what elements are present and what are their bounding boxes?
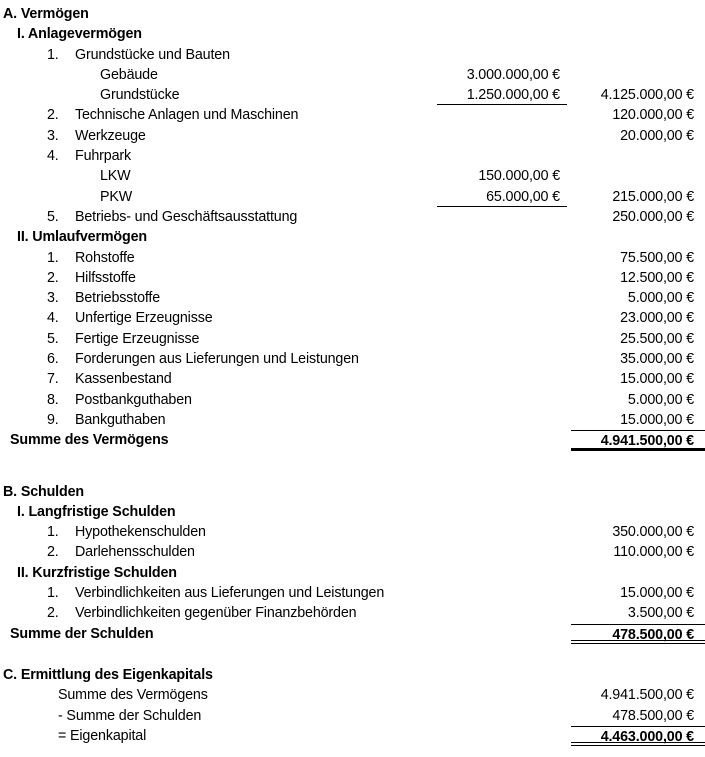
row-label: Forderungen aus Lieferungen und Leistungen bbox=[75, 351, 359, 368]
amount-middle-cell: 150.000,00 € bbox=[478, 168, 560, 185]
row-number: 9. bbox=[47, 411, 59, 428]
row-label: Darlehensschulden bbox=[75, 544, 195, 561]
row-label-cell bbox=[0, 24, 437, 44]
amount-middle-cell bbox=[437, 583, 567, 603]
amount-right-cell: 20.000,00 € bbox=[620, 127, 694, 144]
amount-middle-cell bbox=[437, 308, 567, 328]
amount-right-cell: 478.500,00 € bbox=[571, 624, 705, 644]
row-label: Technische Anlagen und Maschinen bbox=[75, 107, 299, 124]
table-row bbox=[0, 146, 705, 166]
row-label: Hypothekenschulden bbox=[75, 524, 206, 541]
amount-middle-cell bbox=[437, 502, 567, 522]
amount-right-cell bbox=[571, 24, 705, 44]
amount-middle-cell bbox=[437, 248, 567, 268]
amount-right-cell bbox=[571, 482, 705, 502]
row-label: Werkzeuge bbox=[75, 127, 146, 144]
table-row bbox=[0, 685, 705, 705]
row-label-cell bbox=[0, 268, 437, 288]
row-label-cell bbox=[0, 248, 437, 268]
table-row bbox=[0, 542, 705, 562]
amount-right-cell: 5.000,00 € bbox=[627, 391, 694, 408]
table-row bbox=[0, 369, 705, 389]
row-label: Grundstücke und Bauten bbox=[75, 46, 230, 63]
row-label: II. Umlaufvermögen bbox=[17, 229, 147, 246]
amount-middle-cell bbox=[437, 410, 567, 430]
row-label: Betriebs- und Geschäftsausstattung bbox=[75, 208, 298, 225]
amount-right-cell: 4.125.000,00 € bbox=[600, 87, 694, 104]
section-spacer bbox=[0, 451, 705, 482]
row-number: 4. bbox=[47, 148, 59, 165]
section-spacer bbox=[0, 644, 705, 665]
table-row bbox=[0, 603, 705, 623]
row-label: I. Langfristige Schulden bbox=[17, 503, 176, 520]
row-label-cell bbox=[0, 227, 437, 247]
amount-middle-cell bbox=[437, 369, 567, 389]
table-row bbox=[0, 268, 705, 288]
amount-middle-cell bbox=[437, 45, 567, 65]
table-row bbox=[0, 105, 705, 125]
amount-right-cell: 478.500,00 € bbox=[612, 707, 694, 724]
row-label: Fuhrpark bbox=[75, 148, 132, 165]
row-label-cell bbox=[0, 369, 437, 389]
amount-middle-cell bbox=[437, 349, 567, 369]
row-number: 5. bbox=[47, 330, 59, 347]
table-row bbox=[0, 4, 705, 24]
amount-middle-cell bbox=[437, 726, 567, 746]
amount-right-cell: 350.000,00 € bbox=[612, 524, 694, 541]
row-label: Kassenbestand bbox=[75, 371, 172, 388]
row-label: Grundstücke bbox=[100, 87, 180, 104]
table-row bbox=[0, 24, 705, 44]
amount-right-cell: 15.000,00 € bbox=[620, 371, 694, 388]
table-row bbox=[0, 187, 705, 207]
amount-right-cell bbox=[571, 65, 705, 85]
table-row bbox=[0, 706, 705, 726]
amount-middle-cell bbox=[437, 227, 567, 247]
row-label: LKW bbox=[100, 168, 131, 185]
row-number: 3. bbox=[47, 290, 59, 307]
row-label-cell bbox=[0, 430, 437, 450]
row-label: A. Vermögen bbox=[3, 6, 89, 22]
table-row bbox=[0, 390, 705, 410]
amount-right-cell: 110.000,00 € bbox=[613, 544, 694, 561]
table-row bbox=[0, 288, 705, 308]
amount-right-cell: 4.941.500,00 € bbox=[600, 687, 694, 704]
table-row bbox=[0, 308, 705, 328]
amount-right-cell bbox=[571, 227, 705, 247]
table-row bbox=[0, 563, 705, 583]
amount-middle-cell bbox=[437, 603, 567, 623]
row-label-cell bbox=[0, 706, 437, 726]
table-row bbox=[0, 45, 705, 65]
row-label: - Summe der Schulden bbox=[58, 707, 202, 724]
table-row bbox=[0, 726, 705, 746]
row-number: 1. bbox=[47, 249, 59, 266]
row-label-cell bbox=[0, 85, 437, 105]
row-number: 2. bbox=[47, 544, 59, 561]
table-row bbox=[0, 583, 705, 603]
row-number: 1. bbox=[47, 46, 59, 63]
amount-right-cell: 120.000,00 € bbox=[612, 107, 694, 124]
amount-right-cell bbox=[571, 45, 705, 65]
row-label-cell bbox=[0, 187, 437, 207]
row-label: Verbindlichkeiten aus Lieferungen und Leistungen bbox=[75, 585, 385, 602]
amount-middle-cell: 1.250.000,00 € bbox=[437, 85, 567, 105]
amount-middle-cell: 65.000,00 € bbox=[437, 187, 567, 207]
amount-middle-cell bbox=[437, 288, 567, 308]
table-row bbox=[0, 482, 705, 502]
row-number: 2. bbox=[47, 107, 59, 124]
row-label-cell bbox=[0, 308, 437, 328]
amount-right-cell: 35.000,00 € bbox=[620, 351, 694, 368]
amount-middle-cell bbox=[437, 542, 567, 562]
table-row bbox=[0, 430, 705, 450]
row-number: 3. bbox=[47, 127, 59, 144]
amount-right-cell: 4.463.000,00 € bbox=[571, 726, 705, 746]
row-label: Fertige Erzeugnisse bbox=[75, 330, 200, 347]
table-row bbox=[0, 166, 705, 186]
row-label-cell bbox=[0, 665, 437, 685]
row-number: 1. bbox=[47, 585, 59, 602]
amount-right-cell bbox=[571, 502, 705, 522]
row-label-cell bbox=[0, 624, 437, 644]
row-label-cell bbox=[0, 482, 437, 502]
amount-right-cell bbox=[571, 166, 705, 186]
amount-middle-cell bbox=[437, 706, 567, 726]
amount-right-cell: 25.500,00 € bbox=[620, 330, 694, 347]
row-label: Postbankguthaben bbox=[75, 391, 192, 408]
row-label: B. Schulden bbox=[3, 483, 84, 500]
table-row bbox=[0, 85, 705, 105]
row-label: Rohstoffe bbox=[75, 249, 135, 266]
row-label-cell bbox=[0, 563, 437, 583]
amount-middle-cell bbox=[437, 624, 567, 644]
row-label-cell bbox=[0, 207, 437, 227]
row-label: Verbindlichkeiten gegenüber Finanzbehörden bbox=[75, 605, 357, 622]
amount-middle-cell bbox=[437, 522, 567, 542]
amount-middle-cell bbox=[437, 146, 567, 166]
row-label-cell bbox=[0, 288, 437, 308]
table-row bbox=[0, 410, 705, 430]
amount-middle-cell bbox=[437, 430, 567, 450]
amount-right-cell: 15.000,00 € bbox=[620, 585, 694, 602]
row-label: II. Kurzfristige Schulden bbox=[17, 564, 177, 581]
row-label-cell bbox=[0, 146, 437, 166]
row-label-cell bbox=[0, 329, 437, 349]
table-row bbox=[0, 665, 705, 685]
row-label-cell bbox=[0, 105, 437, 125]
amount-middle-cell bbox=[437, 126, 567, 146]
amount-middle-cell bbox=[437, 4, 567, 24]
amount-middle-cell bbox=[437, 268, 567, 288]
table-row bbox=[0, 502, 705, 522]
row-number: 2. bbox=[47, 605, 59, 622]
row-label-cell bbox=[0, 390, 437, 410]
amount-right-cell bbox=[571, 4, 705, 24]
row-label: Betriebsstoffe bbox=[75, 290, 161, 307]
row-label-cell bbox=[0, 502, 437, 522]
amount-middle-cell: 3.000.000,00 € bbox=[466, 66, 560, 83]
amount-right-cell: 5.000,00 € bbox=[627, 290, 694, 307]
row-label-cell bbox=[0, 4, 437, 24]
row-label: Gebäude bbox=[100, 66, 158, 83]
row-label-cell bbox=[0, 126, 437, 146]
amount-right-cell: 15.000,00 € bbox=[620, 411, 694, 428]
row-number: 1. bbox=[47, 524, 59, 541]
amount-middle-cell bbox=[437, 329, 567, 349]
row-label: PKW bbox=[100, 188, 133, 205]
amount-middle-cell bbox=[437, 105, 567, 125]
row-label: Hilfsstoffe bbox=[75, 269, 136, 286]
table-row bbox=[0, 126, 705, 146]
row-label: = Eigenkapital bbox=[58, 727, 147, 744]
amount-right-cell: 12.500,00 € bbox=[620, 269, 694, 286]
amount-middle-cell bbox=[437, 482, 567, 502]
amount-right-cell: 215.000,00 € bbox=[612, 188, 694, 205]
row-number: 5. bbox=[47, 208, 59, 225]
row-label: I. Anlagevermögen bbox=[17, 26, 142, 43]
row-label: C. Ermittlung des Eigenkapitals bbox=[3, 666, 213, 683]
row-label-cell bbox=[0, 522, 437, 542]
amount-right-cell: 250.000,00 € bbox=[612, 208, 694, 225]
amount-middle-cell bbox=[437, 665, 567, 685]
row-number: 7. bbox=[47, 371, 59, 388]
amount-middle-cell bbox=[437, 24, 567, 44]
amount-right-cell: 4.941.500,00 € bbox=[571, 430, 705, 450]
row-label: Unfertige Erzeugnisse bbox=[75, 310, 213, 327]
table-row bbox=[0, 349, 705, 369]
table-row bbox=[0, 248, 705, 268]
table-row bbox=[0, 624, 705, 644]
table-row bbox=[0, 227, 705, 247]
row-label-cell bbox=[0, 583, 437, 603]
amount-middle-cell bbox=[437, 563, 567, 583]
row-number: 2. bbox=[47, 269, 59, 286]
row-label: Summe der Schulden bbox=[10, 625, 154, 642]
table-row bbox=[0, 522, 705, 542]
amount-middle-cell bbox=[437, 207, 567, 227]
row-number: 6. bbox=[47, 351, 59, 368]
amount-middle-cell bbox=[437, 390, 567, 410]
row-label-cell bbox=[0, 349, 437, 369]
row-number: 4. bbox=[47, 310, 59, 327]
row-label-cell bbox=[0, 685, 437, 705]
row-label: Bankguthaben bbox=[75, 411, 166, 428]
row-label-cell bbox=[0, 166, 437, 186]
table-row bbox=[0, 329, 705, 349]
amount-right-cell: 3.500,00 € bbox=[627, 605, 694, 622]
row-number: 8. bbox=[47, 391, 59, 408]
row-label-cell bbox=[0, 45, 437, 65]
amount-middle-cell bbox=[437, 685, 567, 705]
table-row bbox=[0, 65, 705, 85]
row-label: Summe des Vermögens bbox=[58, 687, 208, 704]
amount-right-cell: 75.500,00 € bbox=[620, 249, 694, 266]
row-label-cell bbox=[0, 603, 437, 623]
amount-right-cell bbox=[571, 563, 705, 583]
row-label-cell bbox=[0, 726, 437, 746]
row-label-cell bbox=[0, 410, 437, 430]
table-row bbox=[0, 207, 705, 227]
row-label: Summe des Vermögens bbox=[10, 432, 169, 449]
row-label-cell bbox=[0, 542, 437, 562]
row-label-cell bbox=[0, 65, 437, 85]
amount-right-cell bbox=[571, 146, 705, 166]
amount-right-cell bbox=[571, 665, 705, 685]
amount-right-cell: 23.000,00 € bbox=[620, 310, 694, 327]
